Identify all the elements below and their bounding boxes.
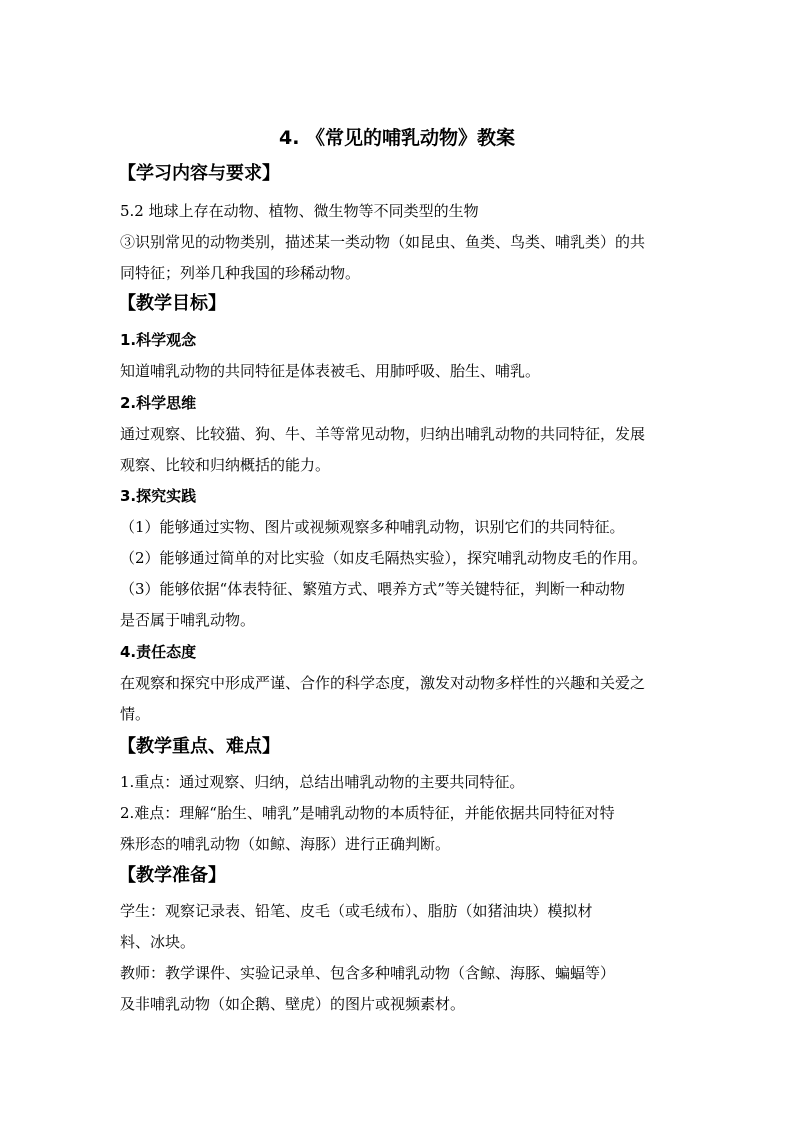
objective-text-4 bbox=[120, 668, 680, 730]
objective-3-line-2: （2）能够通过简单的对比实验（如皮毛隔热实验），探究哺乳动物皮毛的作用。 bbox=[120, 549, 648, 567]
objective-4-line-2: 情。 bbox=[120, 705, 151, 723]
keypoints-line-2: 2.难点：理解“胎生、哺乳”是哺乳动物的本质特征，并能依据共同特征对特 bbox=[120, 804, 615, 822]
preparation-line-2: 料、冰块。 bbox=[120, 933, 196, 951]
preparation-text bbox=[120, 896, 680, 1020]
objective-title-4: 4.责任态度 bbox=[120, 643, 197, 661]
requirements-text bbox=[120, 196, 680, 289]
objective-3-line-1: （1）能够通过实物、图片或视频观察多种哺乳动物，识别它们的共同特征。 bbox=[120, 518, 625, 536]
section-heading-objectives: 【教学目标】 bbox=[118, 293, 226, 314]
objective-text-2 bbox=[120, 419, 680, 481]
keypoints-text bbox=[120, 767, 680, 860]
objective-2-line-2: 观察、比较和归纳概括的能力。 bbox=[120, 456, 331, 474]
document-title: 4. 《常见的哺乳动物》教案 bbox=[278, 127, 516, 149]
keypoints-line-3: 殊形态的哺乳动物（如鲸、海豚）进行正确判断。 bbox=[120, 835, 451, 853]
objective-title-1: 1.科学观念 bbox=[120, 331, 197, 349]
section-heading-keypoints: 【教学重点、难点】 bbox=[118, 736, 280, 757]
keypoints-line-1: 1.重点：通过观察、归纳，总结出哺乳动物的主要共同特征。 bbox=[120, 773, 525, 791]
requirements-line-2: ③识别常见的动物类别，描述某一类动物（如昆虫、鱼类、鸟类、哺乳类）的共 bbox=[120, 233, 646, 251]
requirements-line-1: 5.2 地球上存在动物、植物、微生物等不同类型的生物 bbox=[120, 202, 479, 220]
section-heading-requirements: 【学习内容与要求】 bbox=[118, 163, 280, 184]
preparation-line-3: 教师：教学课件、实验记录单、包含多种哺乳动物（含鲸、海豚、蝙蝠等） bbox=[120, 964, 616, 982]
section-heading-preparation: 【教学准备】 bbox=[118, 865, 226, 886]
objective-text-1 bbox=[120, 356, 680, 387]
objective-3-line-3: （3）能够依据“体表特征、繁殖方式、喂养方式”等关键特征，判断一种动物 bbox=[120, 580, 625, 598]
preparation-line-4: 及非哺乳动物（如企鹅、壁虎）的图片或视频素材。 bbox=[120, 995, 466, 1013]
objective-title-3: 3.探究实践 bbox=[120, 487, 197, 505]
preparation-line-1: 学生：观察记录表、铅笔、皮毛（或毛绒布）、脂肪（如猪油块）模拟材 bbox=[120, 902, 593, 920]
objective-text-3 bbox=[120, 512, 680, 636]
objective-2-line-1: 通过观察、比较猫、狗、牛、羊等常见动物，归纳出哺乳动物的共同特征，发展 bbox=[120, 425, 646, 443]
objective-title-2: 2.科学思维 bbox=[120, 394, 197, 412]
objective-4-line-1: 在观察和探究中形成严谨、合作的科学态度，激发对动物多样性的兴趣和关爱之 bbox=[120, 674, 646, 692]
objective-3-line-4: 是否属于哺乳动物。 bbox=[120, 611, 256, 629]
objective-1-line-1: 知道哺乳动物的共同特征是体表被毛、用肺呼吸、胎生、哺乳。 bbox=[120, 362, 541, 380]
requirements-line-3: 同特征；列举几种我国的珍稀动物。 bbox=[120, 264, 361, 282]
